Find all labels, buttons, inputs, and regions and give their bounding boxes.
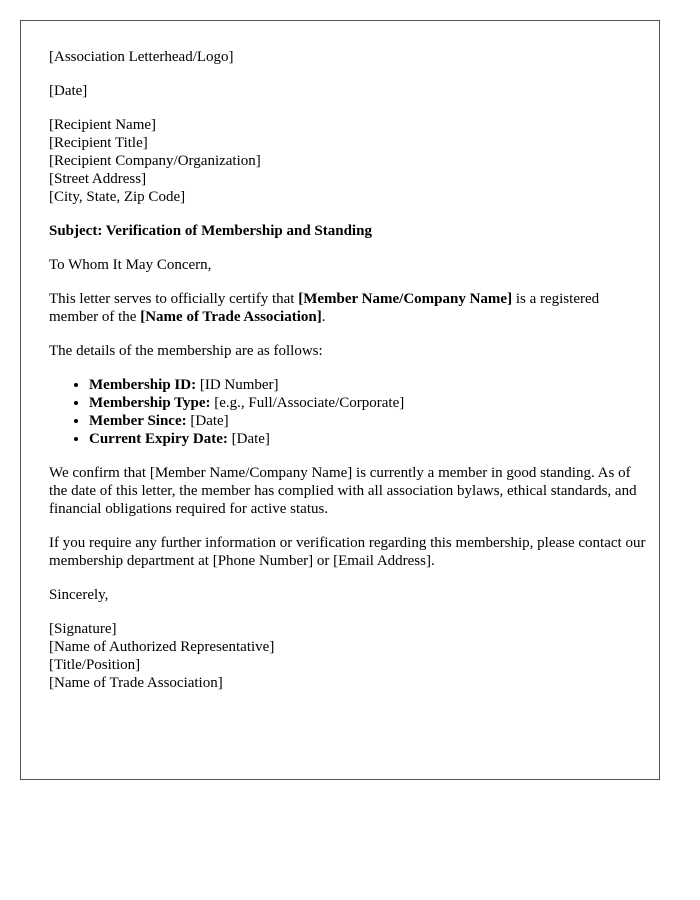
date-text: [Date] (49, 83, 88, 99)
list-item (89, 394, 649, 412)
salutation (49, 256, 649, 274)
certify-middle: is a registered member of the (49, 291, 600, 325)
recipient-title: [Recipient Title] (49, 135, 148, 151)
letter-date (49, 82, 649, 100)
certify-end: . (321, 309, 326, 325)
certify-paragraph (49, 290, 649, 326)
recipient-city: [City, State, Zip Code] (49, 189, 186, 205)
letterhead-text: [Association Letterhead/Logo] (49, 49, 234, 65)
list-item (89, 412, 649, 430)
letterhead (49, 48, 649, 66)
letter-content (49, 48, 649, 708)
list-item (89, 430, 649, 448)
details-intro-text: The details of the membership are as follows: (49, 343, 323, 359)
membership-details-list (49, 376, 649, 448)
recipient-street: [Street Address] (49, 171, 147, 187)
signatory-association: [Name of Trade Association] (49, 675, 223, 691)
recipient-address (49, 116, 649, 206)
subject-text: Subject: Verification of Membership and Standing (49, 223, 372, 239)
detail-value: [Date] (186, 413, 229, 429)
certify-member: [Member Name/Company Name] (298, 291, 513, 307)
detail-value: [Date] (227, 431, 270, 447)
detail-label: Membership Type: (89, 395, 211, 411)
detail-label: Current Expiry Date: (89, 431, 228, 447)
signature-block (49, 620, 649, 692)
signature-placeholder: [Signature] (49, 621, 117, 637)
contact-paragraph: If you require any further information or verification regarding this membership, please contact our membership department at [Phone Number] or [Email Address]. (49, 535, 646, 569)
certify-intro: This letter serves to officially certify that (49, 291, 299, 307)
signatory-name: [Name of Authorized Representative] (49, 639, 275, 655)
confirmation-paragraph: We confirm that [Member Name/Company Name] is currently a member in good standing. As of the date of this letter, the member has complied with all association bylaws, ethical standards, and financial obligations required for active status. (49, 465, 637, 517)
signatory-title: [Title/Position] (49, 657, 141, 673)
details-intro (49, 342, 649, 360)
certify-association: [Name of Trade Association] (140, 309, 322, 325)
detail-label: Member Since: (89, 413, 187, 429)
detail-value: [e.g., Full/Associate/Corporate] (210, 395, 405, 411)
closing-text: Sincerely, (49, 587, 109, 603)
subject-line (49, 222, 649, 240)
detail-label: Membership ID: (89, 377, 197, 393)
salutation-text: To Whom It May Concern, (49, 257, 212, 273)
detail-value: [ID Number] (196, 377, 279, 393)
recipient-name: [Recipient Name] (49, 117, 157, 133)
recipient-company: [Recipient Company/Organization] (49, 153, 261, 169)
list-item (89, 376, 649, 394)
letter-page (20, 20, 660, 780)
closing (49, 586, 649, 604)
